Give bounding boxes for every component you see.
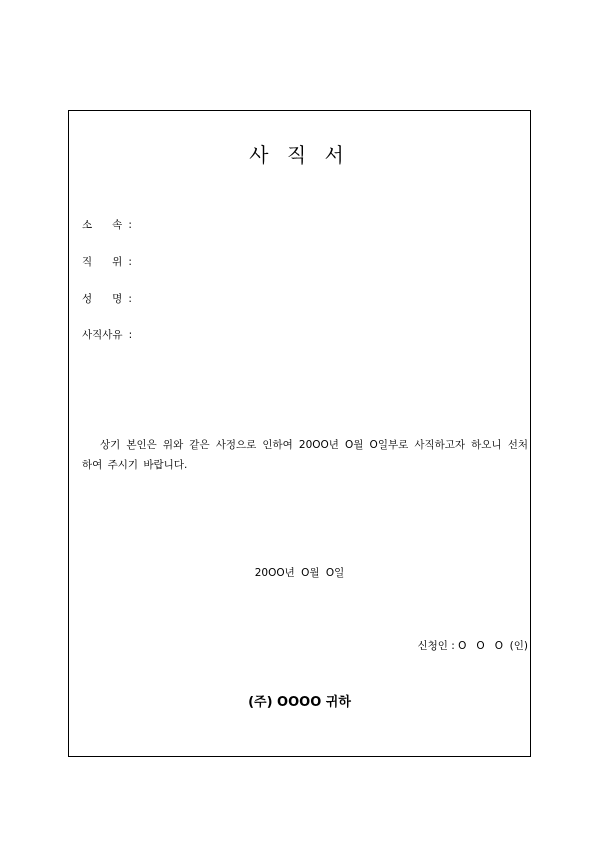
- field-position: [82, 254, 132, 269]
- field-name-value: :: [128, 293, 132, 305]
- document-date: 20OO년 O월 O일: [254, 567, 345, 579]
- field-reason-label: 사직사유: [82, 329, 123, 341]
- field-name: [82, 291, 132, 306]
- resignation-statement: 상기 본인은 위와 같은 사정으로 인하여 20OO년 O월 O일부로 사직하고자 하오니 선처하여 주시기 바랍니다.: [82, 439, 528, 471]
- document-frame: [68, 110, 531, 757]
- field-reason-value: :: [128, 329, 133, 341]
- field-department-value: :: [128, 219, 132, 231]
- recipient-line: (주) OOOO 귀하: [248, 695, 351, 710]
- field-department-label: 소 속: [82, 219, 123, 231]
- field-position-value: :: [128, 256, 132, 268]
- field-position-label: 직 위: [82, 256, 123, 268]
- document-title: 사 직 서: [249, 143, 350, 167]
- field-reason: [82, 327, 132, 342]
- applicant-signature-line: 신청인 : O O O (인): [417, 640, 528, 652]
- field-name-label: 성 명: [82, 293, 123, 305]
- field-department: [82, 217, 132, 232]
